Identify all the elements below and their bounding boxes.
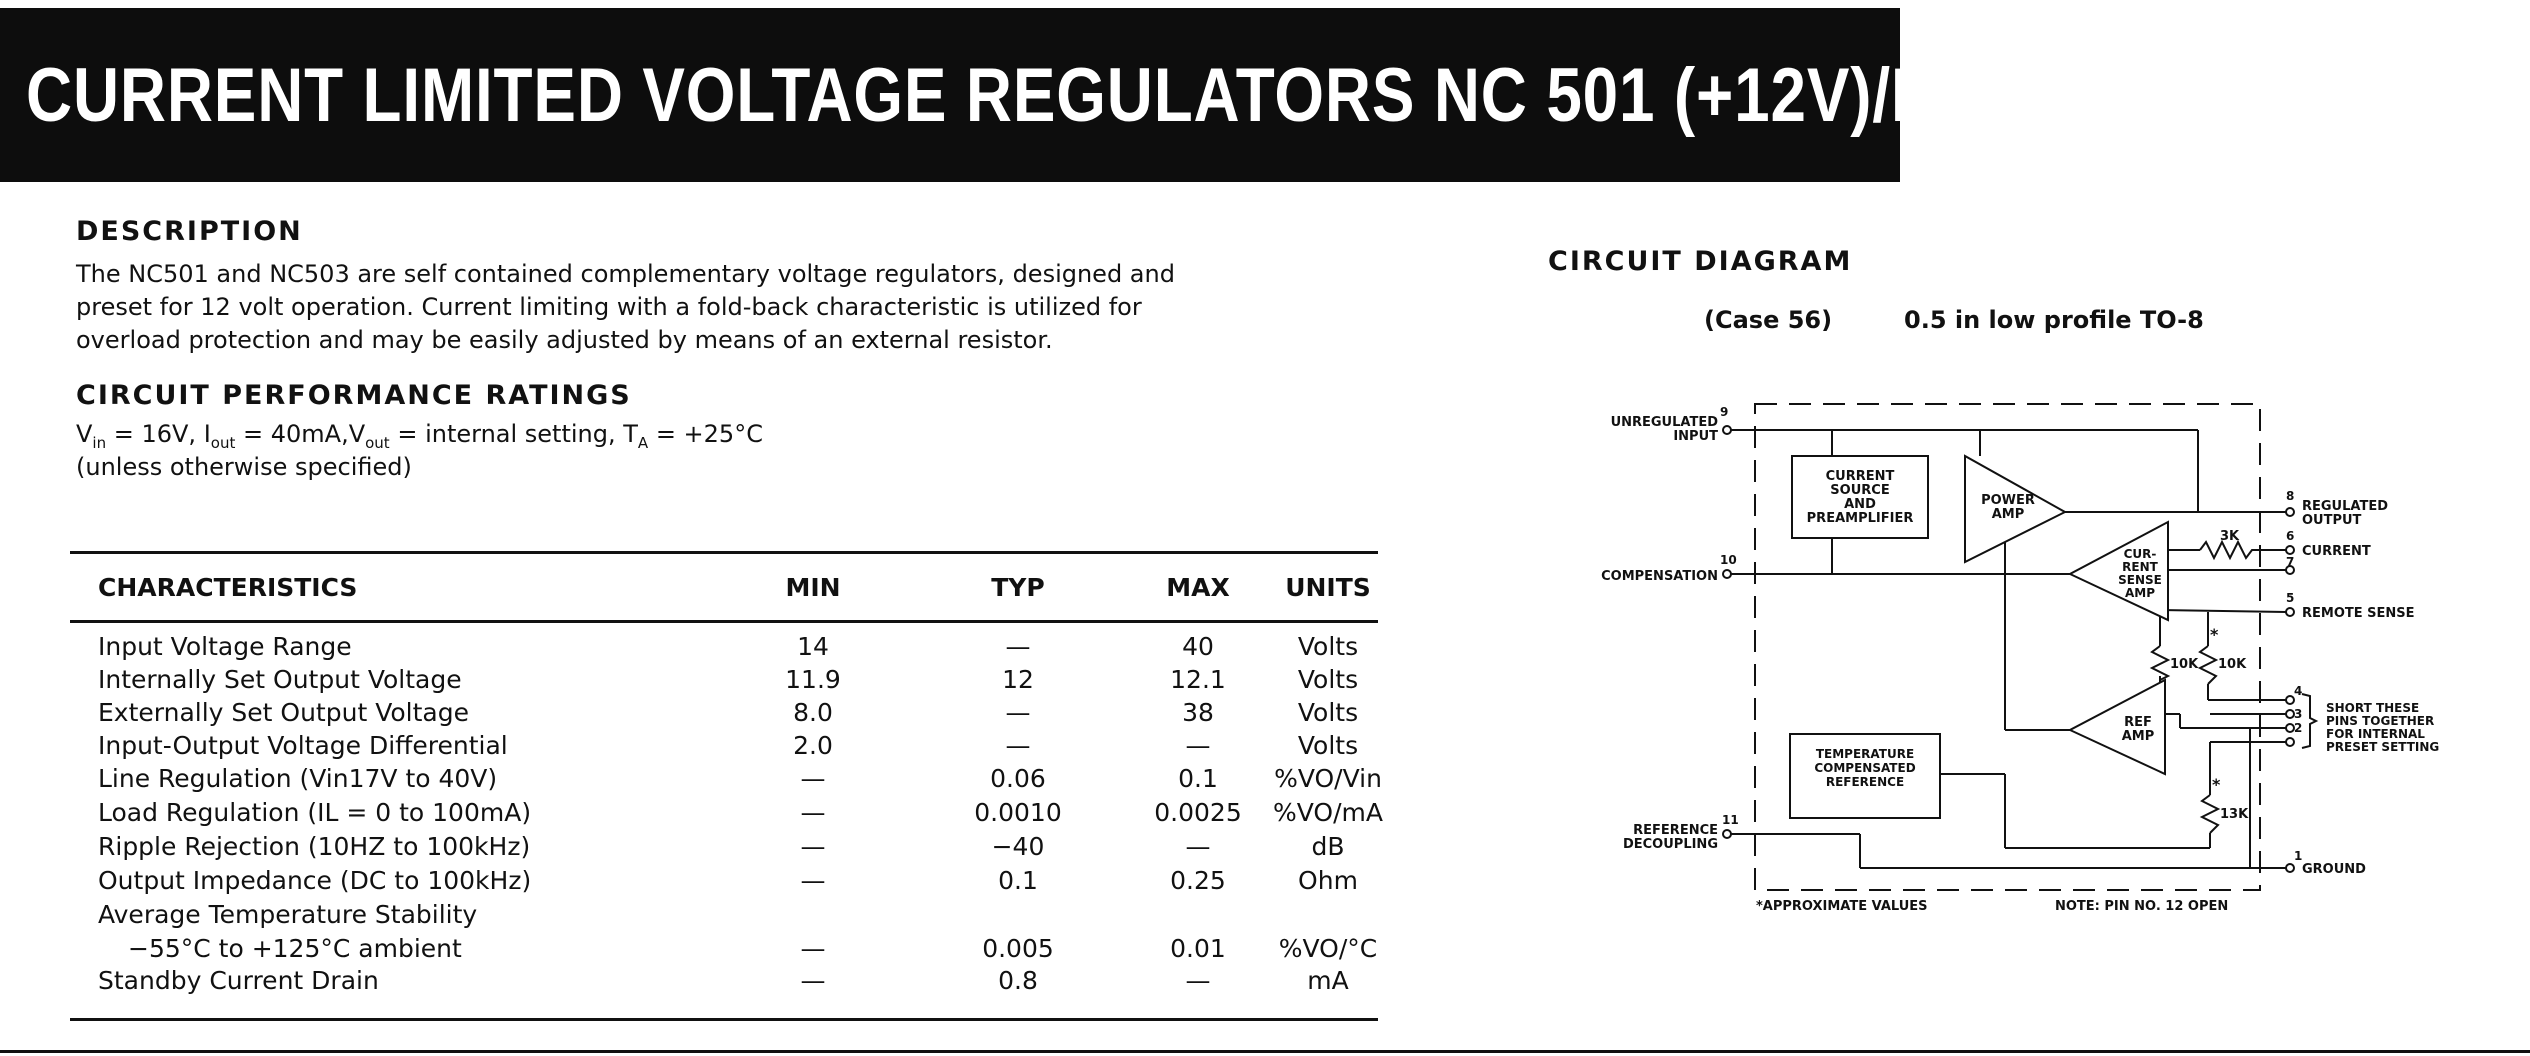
svg-text:FOR INTERNAL: FOR INTERNAL [2326, 727, 2425, 741]
svg-text:13K: 13K [2220, 807, 2249, 822]
table-row: Average Temperature Stability [98, 900, 478, 929]
circuit-heading: CIRCUIT DIAGRAM [1548, 246, 1853, 277]
title-bar [0, 8, 2330, 182]
table-header-rule [70, 620, 1378, 623]
svg-text:CUR-: CUR- [2123, 547, 2157, 561]
table-row: Input Voltage Range 14 — 40 Volts [98, 632, 1359, 661]
svg-text:REMOTE SENSE: REMOTE SENSE [2302, 606, 2415, 621]
description-line-1: The NC501 and NC503 are self contained complementary voltage regulators, designed and [76, 260, 1175, 288]
svg-text:11: 11 [1722, 813, 1739, 827]
table-row: Line Regulation (Vin17V to 40V) — 0.06 0.1 %VO/Vin [98, 764, 1382, 793]
table-bottom-rule [70, 1018, 1378, 1021]
svg-text:6: 6 [2286, 529, 2295, 543]
svg-text:4: 4 [2294, 684, 2303, 698]
svg-text:REGULATED: REGULATED [2302, 499, 2388, 514]
table-row: Standby Current Drain — 0.8 — mA [98, 966, 1349, 995]
col-typ: TYP [991, 573, 1045, 602]
table-top-rule [70, 551, 1378, 554]
page-title: CURRENT LIMITED VOLTAGE REGULATORS NC 501 (+12V)/NC 503 (−12V) [26, 53, 2330, 138]
svg-text:REFERENCE: REFERENCE [1825, 775, 1905, 789]
col-units: UNITS [1285, 573, 1371, 602]
svg-text:POWER: POWER [1981, 493, 2035, 508]
svg-text:COMPENSATED: COMPENSATED [1814, 761, 1916, 775]
svg-text:GROUND: GROUND [2302, 862, 2366, 877]
col-characteristics: CHARACTERISTICS [98, 573, 358, 602]
svg-text:DECOUPLING: DECOUPLING [1622, 837, 1718, 852]
ratings-conditions-note: (unless otherwise specified) [76, 453, 412, 481]
svg-text:RENT: RENT [2122, 560, 2158, 574]
description-line-2: preset for 12 volt operation. Current limiting with a fold-back characteristic is utilized for [76, 293, 1142, 321]
svg-text:UNREGULATED: UNREGULATED [1610, 415, 1718, 430]
svg-text:*APPROXIMATE VALUES: *APPROXIMATE VALUES [1756, 899, 1928, 914]
svg-text:AND: AND [1844, 497, 1876, 512]
svg-text:9: 9 [1720, 405, 1729, 419]
svg-text:SHORT THESE: SHORT THESE [2326, 701, 2420, 715]
svg-text:1: 1 [2294, 849, 2303, 863]
svg-text:AMP: AMP [2124, 586, 2156, 600]
table-row: Output Impedance (DC to 100kHz) — 0.1 0.25 Ohm [98, 866, 1358, 895]
svg-text:PRESET SETTING: PRESET SETTING [2326, 740, 2440, 754]
circuit-package: 0.5 in low profile TO-8 [1904, 306, 2204, 334]
svg-text:INPUT: INPUT [1673, 429, 1718, 444]
description-line-3: overload protection and may be easily adjusted by means of an external resistor. [76, 326, 1053, 354]
ratings-heading: CIRCUIT PERFORMANCE RATINGS [76, 380, 632, 411]
svg-text:10K: 10K [2218, 657, 2247, 672]
svg-text:5: 5 [2286, 591, 2295, 605]
svg-text:OUTPUT: OUTPUT [2302, 513, 2362, 528]
svg-text:PREAMPLIFIER: PREAMPLIFIER [1806, 511, 1914, 526]
table-row: Ripple Rejection (10HZ to 100kHz) — −40 — dB [98, 832, 1345, 861]
svg-text:PINS TOGETHER: PINS TOGETHER [2326, 714, 2435, 728]
description-heading: DESCRIPTION [76, 216, 303, 247]
svg-text:CURRENT: CURRENT [2302, 544, 2371, 559]
svg-text:REF: REF [2124, 715, 2152, 730]
table-row: Input-Output Voltage Differential 2.0 — — Volts [98, 731, 1359, 760]
svg-text:2: 2 [2294, 721, 2303, 735]
svg-text:COMPENSATION: COMPENSATION [1601, 569, 1718, 584]
svg-text:*: * [2210, 625, 2219, 644]
svg-text:10: 10 [1720, 553, 1737, 567]
svg-text:AMP: AMP [1991, 507, 2025, 522]
svg-text:10K: 10K [2170, 657, 2199, 672]
svg-text:3: 3 [2294, 707, 2303, 721]
circuit-case: (Case 56) [1704, 306, 1833, 334]
table-row: −55°C to +125°C ambient — 0.005 0.01 %VO/°C [128, 934, 1378, 963]
svg-text:REFERENCE: REFERENCE [1633, 823, 1718, 838]
page-bottom-rule [0, 1050, 2530, 1053]
svg-text:NOTE: PIN NO. 12 OPEN: NOTE: PIN NO. 12 OPEN [2055, 899, 2229, 914]
table-row: Internally Set Output Voltage 11.9 12 12.1 Volts [98, 665, 1359, 694]
svg-text:CURRENT: CURRENT [1825, 469, 1895, 484]
svg-text:3K: 3K [2220, 529, 2240, 544]
svg-text:SENSE: SENSE [2118, 573, 2162, 587]
svg-text:AMP: AMP [2121, 729, 2155, 744]
svg-text:SOURCE: SOURCE [1830, 483, 1890, 498]
col-max: MAX [1166, 573, 1230, 602]
col-min: MIN [785, 573, 841, 602]
circuit-diagram [1560, 390, 2460, 930]
ratings-conditions: $V_{in} = 16V$, $I_{out} = 40mA,V_{out}$ = internal setting, $T_A = +25^\circ C$ [76, 420, 763, 452]
table-row: Load Regulation (IL = 0 to 100mA) — 0.0010 0.0025 %VO/mA [98, 798, 1383, 827]
table-row: Externally Set Output Voltage 8.0 — 38 Volts [98, 698, 1359, 727]
svg-text:TEMPERATURE: TEMPERATURE [1815, 747, 1915, 761]
svg-text:*: * [2212, 775, 2221, 794]
svg-text:8: 8 [2286, 489, 2295, 503]
svg-text:7: 7 [2286, 555, 2295, 569]
